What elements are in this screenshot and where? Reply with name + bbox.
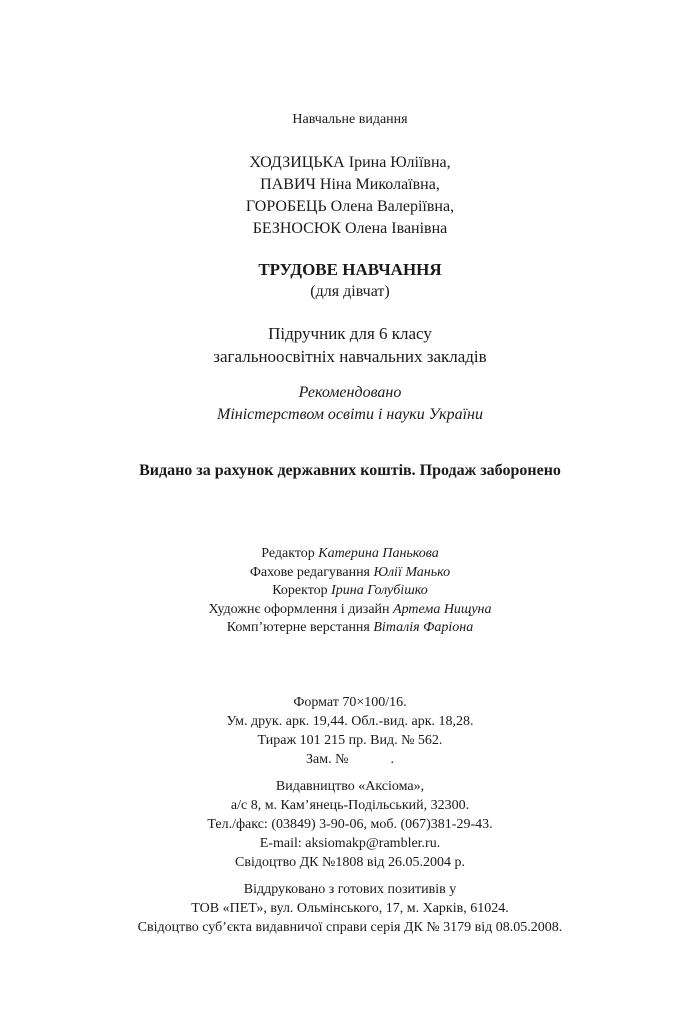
author-surname: ПАВИЧ [260,176,316,193]
author-line [0,218,700,240]
credit-line [0,582,700,601]
series-label: Навчальне видання [292,112,408,127]
publisher-line: а/с 8, м. Кам’янець-Подільський, 32300. [230,798,470,813]
recommendation-block [0,382,700,426]
description-line: Підручник для 6 класу [268,324,432,343]
author-surname: ХОДЗИЦЬКА [249,154,345,171]
printer-block [0,880,700,937]
publisher-line: Тел./факс: (03849) 3-90-06, моб. (067)381-29-43. [207,817,493,832]
book-subtitle: (для дівчат) [310,283,390,300]
author-names: Ніна Миколаївна, [319,176,440,193]
series-label-block [0,112,700,128]
technical-block [0,693,700,769]
credit-person: Артема Нищуна [393,601,492,617]
credit-role: Комп’ютерне верстання [226,620,370,635]
credit-line [0,545,700,564]
technical-line: Формат 70×100/16. [293,695,407,710]
authors-block [0,152,700,240]
credit-person: Юлії Манько [373,564,451,580]
description-line: загальноосвітніх навчальних закладів [213,347,487,366]
credit-role: Коректор [272,583,328,598]
publisher-block [0,777,700,872]
notice-block [0,462,700,480]
credits-block [0,545,700,638]
author-names: Олена Валеріївна, [330,198,455,215]
credit-person: Віталія Фаріона [373,620,474,635]
credit-role: Редактор [261,546,315,561]
technical-line: Ум. друк. арк. 19,44. Обл.-вид. арк. 18,28. [226,714,474,729]
author-line [0,152,700,174]
printer-line: Свідоцтво суб’єкта видавничої справи серія ДК № 3179 від 08.05.2008. [137,920,563,935]
credit-role: Фахове редагування [249,564,370,580]
publisher-line: Видавництво «Аксіома», [275,779,425,794]
credit-line [0,601,700,620]
recommendation-line: Рекомендовано [298,384,402,401]
recommendation-line: Міністерством освіти і науки України [217,406,483,423]
credit-person: Катерина Панькова [318,546,439,561]
description-block [0,322,700,368]
author-line [0,196,700,218]
author-surname: ГОРОБЕЦЬ [245,198,327,215]
title-block [0,258,700,302]
technical-line: Тираж 101 215 пр. Вид. № 562. [257,733,443,748]
publisher-line: Свідоцтво ДК №1808 від 26.05.2004 р. [235,855,465,870]
credit-person: Ірина Голубішко [331,583,428,598]
author-names: Олена Іванівна [344,220,448,237]
author-line [0,174,700,196]
printer-line: Віддруковано з готових позитивів у [243,882,457,897]
printer-line: ТОВ «ПЕТ», вул. Ольмінського, 17, м. Харків, 61024. [191,901,509,916]
distribution-notice: Видано за рахунок державних коштів. Продаж заборонено [139,462,561,479]
author-surname: БЕЗНОСЮК [252,220,341,237]
book-title: ТРУДОВЕ НАВЧАННЯ [258,260,442,279]
author-names: Ірина Юліївна, [348,154,451,171]
credit-line [0,619,700,638]
credit-line [0,564,700,583]
technical-line: Зам. № . [306,752,394,767]
publisher-email: E-mail: aksiomakp@rambler.ru. [259,836,441,851]
credit-role: Художнє оформлення і дизайн [208,601,390,617]
